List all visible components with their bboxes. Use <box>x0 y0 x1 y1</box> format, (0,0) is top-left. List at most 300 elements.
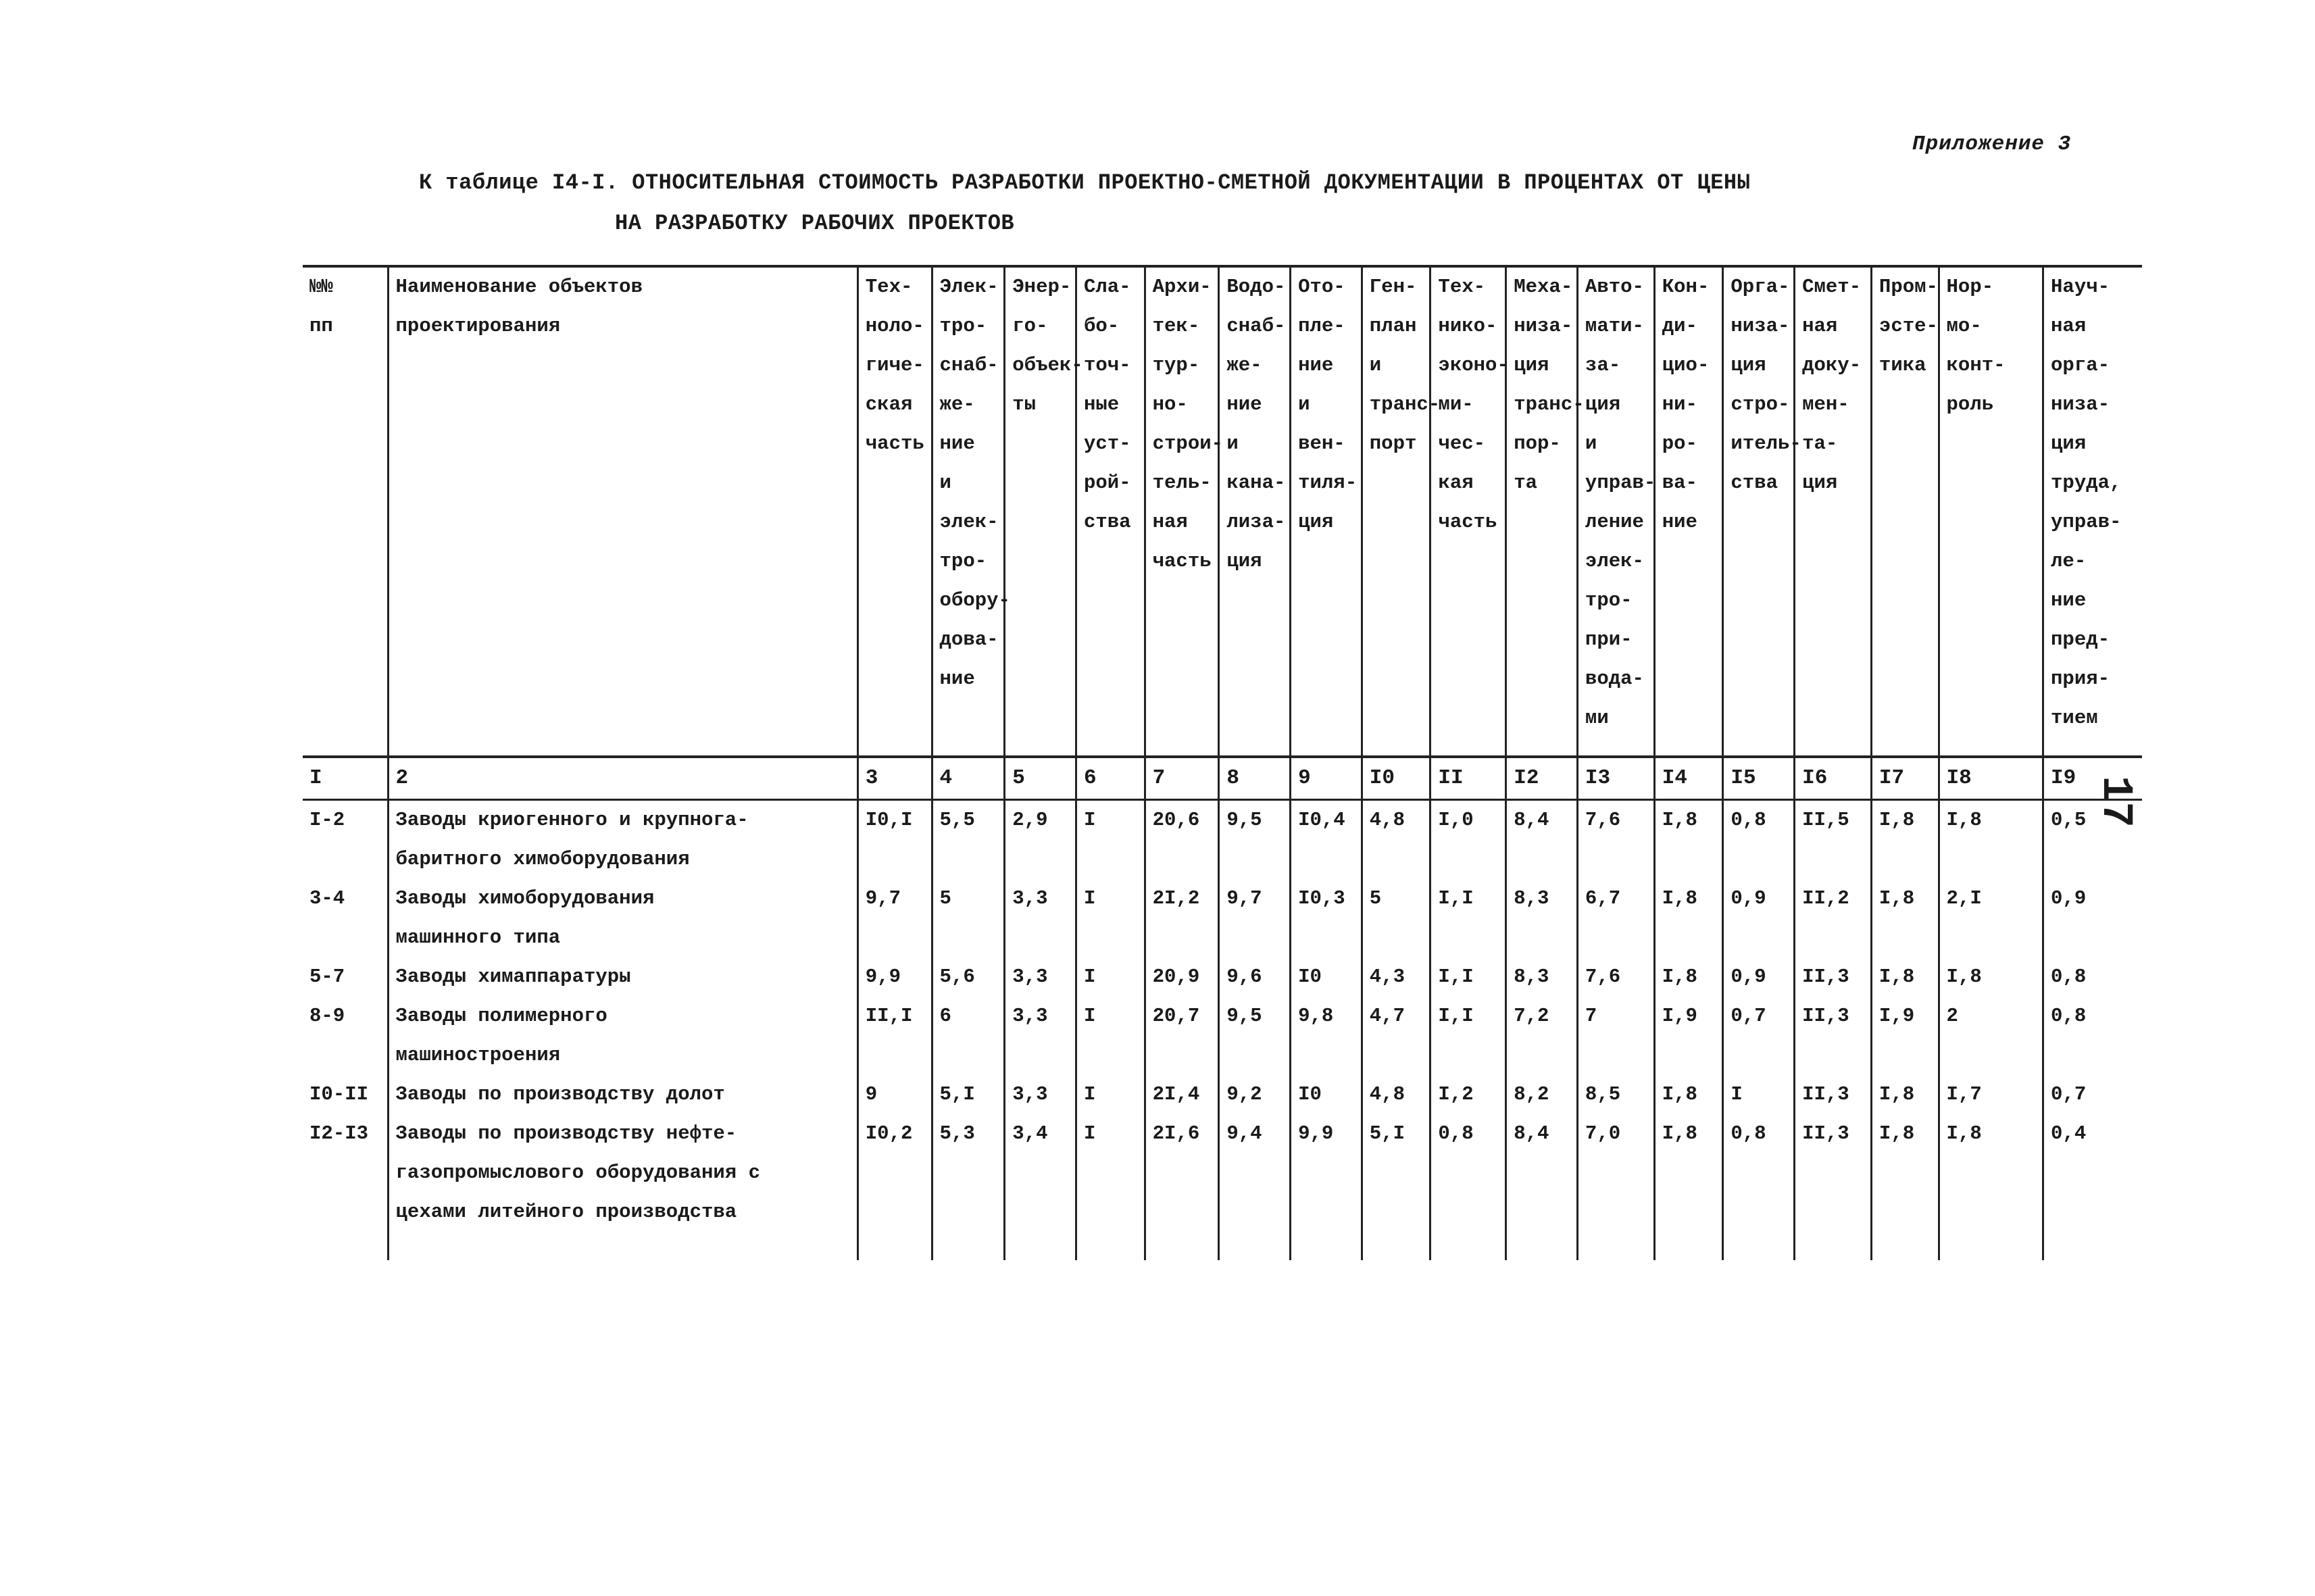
value-cell: I <box>1076 957 1145 997</box>
column-number: I4 <box>1654 757 1723 800</box>
header-text-line: ная <box>2051 315 2087 337</box>
header-text-line: ная <box>1802 315 1838 337</box>
header-text-line: ная <box>1152 511 1188 533</box>
header-text-line: ни- <box>1662 393 1697 416</box>
header-text-line: тика <box>1878 354 1926 376</box>
value-cell: 8,3 <box>1506 957 1578 997</box>
header-text-line: чес- <box>1438 432 1486 455</box>
header-text-line: го- <box>1012 315 1048 337</box>
value-cell: 2I,4 <box>1145 1075 1219 1114</box>
header-text-line: эсте- <box>1878 315 1938 337</box>
header-text-line: Науч- <box>2051 276 2110 298</box>
value-cell: I,8 <box>1654 1114 1723 1260</box>
header-cell-6 <box>1076 266 1145 757</box>
header-text-line: тро- <box>1585 589 1633 612</box>
value-cell: 5,6 <box>932 957 1005 997</box>
page-number: 17 <box>2091 776 2139 828</box>
value-cell: 3,3 <box>1005 997 1076 1075</box>
header-text-line: вода- <box>1585 668 1644 690</box>
object-name-line: Заводы полимерного <box>395 1005 607 1027</box>
column-number: I6 <box>1795 757 1872 800</box>
column-number: 4 <box>932 757 1005 800</box>
value-cell: 0,8 <box>2043 997 2142 1075</box>
header-text-line: гиче- <box>865 354 924 376</box>
header-text-line: эконо- <box>1438 354 1509 376</box>
header-cell-10 <box>1362 266 1441 757</box>
header-text-line: же- <box>939 393 975 416</box>
header-text-line: ция <box>1731 354 1766 376</box>
value-cell: 20,7 <box>1145 997 1219 1075</box>
value-cell: 8,3 <box>1506 879 1578 957</box>
header-cell-11 <box>1430 266 1509 757</box>
value-cell: 8,4 <box>1506 800 1578 880</box>
header-cell-8 <box>1219 266 1291 757</box>
table-row <box>303 1075 2142 1114</box>
header-text-line: лиза- <box>1226 511 1286 533</box>
header-text-line: за- <box>1585 354 1621 376</box>
header-text-line: и <box>1226 432 1239 455</box>
value-cell: 20,6 <box>1145 800 1219 880</box>
header-text-line: Орга- <box>1731 276 1790 298</box>
value-cell: 8,2 <box>1506 1075 1578 1114</box>
header-text-line: ва- <box>1662 472 1697 494</box>
value-cell: II,3 <box>1795 1075 1872 1114</box>
header-text-line: та <box>1514 472 1538 494</box>
header-text-line: ле- <box>2051 550 2087 572</box>
object-name-line: машинного типа <box>395 926 561 949</box>
header-text-line: и <box>1298 393 1310 416</box>
value-cell: 0,9 <box>1723 957 1795 997</box>
column-number: I9 <box>2043 757 2142 800</box>
header-text-line: Водо- <box>1226 276 1286 298</box>
value-cell: 5,5 <box>932 800 1005 880</box>
value-cell: 9,5 <box>1219 997 1291 1075</box>
value-cell: 6,7 <box>1577 879 1654 957</box>
header-text-line: цио- <box>1662 354 1710 376</box>
header-cell-12 <box>1506 266 1585 757</box>
header-text-line: тель- <box>1152 472 1212 494</box>
header-cell-1 <box>303 266 388 757</box>
header-text-line: Авто- <box>1585 276 1644 298</box>
value-cell: 3,4 <box>1005 1114 1076 1260</box>
value-cell: I,I <box>1430 879 1506 957</box>
value-cell: II,3 <box>1795 957 1872 997</box>
row-number: 3-4 <box>309 887 345 909</box>
value-cell: 5,I <box>932 1075 1005 1114</box>
header-cell-7 <box>1145 266 1224 757</box>
value-cell: 9,4 <box>1219 1114 1291 1260</box>
value-cell: I,9 <box>1654 997 1723 1075</box>
header-text-line: мати- <box>1585 315 1644 337</box>
row-number: I0-II <box>309 1083 369 1105</box>
header-text-line: часть <box>1152 550 1212 572</box>
header-text-line: тием <box>2051 707 2098 729</box>
column-number: I0 <box>1362 757 1430 800</box>
column-number: 2 <box>388 757 857 800</box>
object-name-line: Заводы криогенного и крупнога- <box>395 809 749 831</box>
row-number: I-2 <box>309 809 345 831</box>
header-cell-4 <box>932 266 1010 757</box>
header-text-line: но- <box>1152 393 1188 416</box>
value-cell: 9,5 <box>1219 800 1291 880</box>
value-cell: I0,3 <box>1291 879 1362 957</box>
column-number: 3 <box>857 757 932 800</box>
header-cell-5 <box>1005 266 1083 757</box>
header-cell-2 <box>388 266 857 757</box>
header-text-line: прия- <box>2051 668 2110 690</box>
header-text-line: часть <box>865 432 924 455</box>
column-number: I8 <box>1939 757 2043 800</box>
header-text-line: Ото- <box>1298 276 1345 298</box>
table-title-line1: К таблице I4-I. ОТНОСИТЕЛЬНАЯ СТОИМОСТЬ РАЗРАБОТКИ ПРОЕКТНО-СМЕТНОЙ ДОКУМЕНТАЦИИ В ПРОЦЕНТАХ ОТ ЦЕНЫ <box>419 170 1751 195</box>
value-cell: 5,3 <box>932 1114 1005 1260</box>
header-text-line: ные <box>1083 393 1120 416</box>
value-cell: 4,8 <box>1362 800 1430 880</box>
value-cell: 0,5 <box>2043 800 2142 880</box>
value-cell: I0,4 <box>1291 800 1362 880</box>
value-cell: 8,5 <box>1577 1075 1654 1114</box>
header-cell-3 <box>857 266 932 757</box>
header-text-line: №№ <box>309 276 333 298</box>
object-name-line: Заводы химаппаратуры <box>395 966 631 988</box>
header-text-line: Нор- <box>1946 276 1994 298</box>
object-name <box>388 800 857 880</box>
value-cell: I,8 <box>1654 957 1723 997</box>
value-cell: 9,6 <box>1219 957 1291 997</box>
value-cell: 0,7 <box>2043 1075 2142 1114</box>
header-text-line: кана- <box>1226 472 1286 494</box>
column-number: 9 <box>1291 757 1362 800</box>
value-cell: 9,9 <box>857 957 932 997</box>
header-row <box>303 266 2142 757</box>
value-cell: 8,4 <box>1506 1114 1578 1260</box>
header-text-line: труда, <box>2051 472 2122 494</box>
column-number: I5 <box>1723 757 1795 800</box>
value-cell: I <box>1076 800 1145 880</box>
header-text-line: и <box>1369 354 1382 376</box>
header-text-line: при- <box>1585 628 1633 651</box>
value-cell: I0 <box>1291 957 1362 997</box>
column-number: I <box>309 766 322 790</box>
value-cell: 9,7 <box>1219 879 1291 957</box>
value-cell: 9 <box>857 1075 932 1114</box>
value-cell: 0,7 <box>1723 997 1795 1075</box>
value-cell: 9,8 <box>1291 997 1362 1075</box>
row-number: I2-I3 <box>309 1122 369 1145</box>
header-text-line: ноло- <box>865 315 924 337</box>
header-text-line: порт <box>1369 432 1417 455</box>
value-cell: I,8 <box>1871 1114 1939 1260</box>
object-name-line: газопромыслового оборудования с <box>395 1162 761 1184</box>
header-cell-16 <box>1795 266 1872 757</box>
value-cell: I,9 <box>1871 997 1939 1075</box>
object-name <box>388 1075 857 1114</box>
header-cell-15 <box>1723 266 1801 757</box>
value-cell: 2I,2 <box>1145 879 1219 957</box>
header-text-line: ние <box>1298 354 1334 376</box>
header-text-line: ция <box>1802 472 1838 494</box>
value-cell: I <box>1076 879 1145 957</box>
header-text-line: мо- <box>1946 315 1982 337</box>
value-cell: 0,8 <box>1723 1114 1795 1260</box>
value-cell: I,I <box>1430 997 1506 1075</box>
header-text-line: ми- <box>1438 393 1474 416</box>
value-cell: 0,8 <box>2043 957 2142 997</box>
header-text-line: часть <box>1438 511 1497 533</box>
header-text-line: итель- <box>1731 432 1801 455</box>
value-cell: I,I <box>1430 957 1506 997</box>
value-cell: I,8 <box>1939 957 2043 997</box>
value-cell: 0,8 <box>1430 1114 1506 1260</box>
header-text-line: снаб- <box>939 354 999 376</box>
header-text-line: элек- <box>939 511 999 533</box>
table-row <box>303 957 2142 997</box>
header-text-line: вен- <box>1298 432 1345 455</box>
header-text-line: Пром- <box>1878 276 1938 298</box>
value-cell: II,3 <box>1795 997 1872 1075</box>
value-cell: I,8 <box>1871 957 1939 997</box>
header-text-line: доку- <box>1802 354 1862 376</box>
appendix-label: Приложение 3 <box>1912 132 2072 156</box>
header-text-line: ция <box>2051 432 2087 455</box>
header-text-line: ние <box>1226 393 1262 416</box>
value-cell: I,8 <box>1654 879 1723 957</box>
header-text-line: рой- <box>1083 472 1131 494</box>
header-text-line: низа- <box>1514 315 1573 337</box>
header-text-line: тур- <box>1152 354 1200 376</box>
header-text-line: ние <box>1662 511 1697 533</box>
object-name-line: Заводы по производству долот <box>395 1083 725 1105</box>
table-body <box>303 800 2142 1261</box>
header-text-line: Энер- <box>1012 276 1072 298</box>
column-number: 5 <box>1005 757 1076 800</box>
value-cell: 7,6 <box>1577 957 1654 997</box>
header-text-line: низа- <box>2051 393 2110 416</box>
header-text-line: же- <box>1226 354 1262 376</box>
header-text-line: пред- <box>2051 628 2110 651</box>
value-cell: 0,4 <box>2043 1114 2142 1260</box>
value-cell: 5 <box>1362 879 1430 957</box>
header-text-line: тро- <box>939 315 987 337</box>
value-cell: 5,I <box>1362 1114 1430 1260</box>
header-text-line: роль <box>1946 393 1994 416</box>
header-cell-17 <box>1871 266 1939 757</box>
header-text-line: конт- <box>1946 354 2006 376</box>
header-text-line: Смет- <box>1802 276 1862 298</box>
column-number: 6 <box>1076 757 1145 800</box>
header-text-line: Ген- <box>1369 276 1417 298</box>
header-text-line: объек- <box>1012 354 1083 376</box>
value-cell: I,8 <box>1654 800 1723 880</box>
header-text-line: ди- <box>1662 315 1697 337</box>
value-cell: I <box>1076 1114 1145 1260</box>
value-cell: 2 <box>1939 997 2043 1075</box>
value-cell: 20,9 <box>1145 957 1219 997</box>
header-text-line: строи- <box>1152 432 1224 455</box>
column-number: 8 <box>1219 757 1291 800</box>
value-cell: 7 <box>1577 997 1654 1075</box>
value-cell: 2I,6 <box>1145 1114 1219 1260</box>
header-text-line: транс- <box>1514 393 1585 416</box>
header-cell-13 <box>1577 266 1654 757</box>
value-cell: 9,2 <box>1219 1075 1291 1114</box>
value-cell: I,8 <box>1654 1075 1723 1114</box>
header-text-line: бо- <box>1083 315 1120 337</box>
object-name <box>388 879 857 957</box>
header-text-line: элек- <box>1585 550 1644 572</box>
column-number-row <box>303 757 2142 800</box>
table-row <box>303 997 2142 1075</box>
value-cell: 7,2 <box>1506 997 1578 1075</box>
header-cell-9 <box>1291 266 1362 757</box>
value-cell: I,8 <box>1871 1075 1939 1114</box>
header-text-line: тек- <box>1152 315 1200 337</box>
header-text-line: ние <box>939 668 975 690</box>
value-cell: II,2 <box>1795 879 1872 957</box>
value-cell: I,7 <box>1939 1075 2043 1114</box>
header-text-line: проектирования <box>395 315 561 337</box>
value-cell: II,5 <box>1795 800 1872 880</box>
header-text-line: Меха- <box>1514 276 1573 298</box>
object-name <box>388 1114 857 1260</box>
value-cell: 6 <box>932 997 1005 1075</box>
column-number: II <box>1430 757 1506 800</box>
table-row <box>303 800 2142 880</box>
value-cell: II,I <box>857 997 932 1075</box>
header-text-line: дова- <box>939 628 999 651</box>
header-text-line: ция <box>1226 550 1262 572</box>
header-text-line: ская <box>865 393 913 416</box>
header-text-line: кая <box>1438 472 1474 494</box>
cost-table <box>303 265 2142 1260</box>
value-cell: 9,9 <box>1291 1114 1362 1260</box>
value-cell: I <box>1723 1075 1795 1114</box>
header-text-line: орга- <box>2051 354 2110 376</box>
header-text-line: пле- <box>1298 315 1345 337</box>
header-text-line: пор- <box>1514 432 1561 455</box>
value-cell: 4,8 <box>1362 1075 1430 1114</box>
column-number: I2 <box>1506 757 1578 800</box>
table-header <box>303 266 2142 800</box>
object-name-line: баритного химоборудования <box>395 848 690 870</box>
value-cell: 4,7 <box>1362 997 1430 1075</box>
header-text-line: Элек- <box>939 276 999 298</box>
object-name <box>388 997 857 1075</box>
value-cell: I0,2 <box>857 1114 932 1260</box>
header-text-line: Тех- <box>865 276 913 298</box>
value-cell: 3,3 <box>1005 879 1076 957</box>
table-row <box>303 879 2142 957</box>
table-title-line2: НА РАЗРАБОТКУ РАБОЧИХ ПРОЕКТОВ <box>615 211 1015 236</box>
value-cell: II,3 <box>1795 1114 1872 1260</box>
header-text-line: Наименование объектов <box>395 276 643 298</box>
header-text-line: Тех- <box>1438 276 1486 298</box>
object-name-line: Заводы по производству нефте- <box>395 1122 737 1145</box>
header-text-line: ция <box>1298 511 1334 533</box>
column-number: I7 <box>1871 757 1939 800</box>
column-number: I3 <box>1577 757 1654 800</box>
header-text-line: та- <box>1802 432 1838 455</box>
header-text-line: ние <box>939 432 975 455</box>
value-cell: 2,9 <box>1005 800 1076 880</box>
object-name-line: Заводы химоборудования <box>395 887 655 909</box>
value-cell: I,8 <box>1871 879 1939 957</box>
header-text-line: пп <box>309 315 333 337</box>
object-name <box>388 957 857 997</box>
row-number: 5-7 <box>309 966 345 988</box>
value-cell: I,8 <box>1871 800 1939 880</box>
header-text-line: транс- <box>1369 393 1441 416</box>
header-text-line: тиля- <box>1298 472 1358 494</box>
header-text-line: ция <box>1514 354 1549 376</box>
row-number: 8-9 <box>309 1005 345 1027</box>
header-text-line: точ- <box>1083 354 1131 376</box>
value-cell: 7,0 <box>1577 1114 1654 1260</box>
header-cell-14 <box>1654 266 1723 757</box>
value-cell: I,8 <box>1939 1114 2043 1260</box>
header-text-line: ление <box>1585 511 1644 533</box>
object-name-line: машиностроения <box>395 1044 561 1066</box>
header-text-line: ства <box>1731 472 1778 494</box>
header-text-line: обору- <box>939 589 1010 612</box>
header-text-line: ро- <box>1662 432 1697 455</box>
header-text-line: и <box>939 472 951 494</box>
value-cell: I <box>1076 1075 1145 1114</box>
value-cell: I0,I <box>857 800 932 880</box>
header-text-line: ние <box>2051 589 2087 612</box>
table-row <box>303 1114 2142 1260</box>
value-cell: 0,9 <box>2043 879 2142 957</box>
value-cell: 3,3 <box>1005 957 1076 997</box>
header-text-line: тро- <box>939 550 987 572</box>
value-cell: 3,3 <box>1005 1075 1076 1114</box>
value-cell: 7,6 <box>1577 800 1654 880</box>
header-text-line: ства <box>1083 511 1131 533</box>
header-text-line: низа- <box>1731 315 1790 337</box>
object-name-line: цехами литейного производства <box>395 1201 737 1223</box>
value-cell: 4,3 <box>1362 957 1430 997</box>
header-text-line: управ- <box>2051 511 2122 533</box>
value-cell: I0 <box>1291 1075 1362 1114</box>
value-cell: 0,9 <box>1723 879 1795 957</box>
header-text-line: нико- <box>1438 315 1497 337</box>
value-cell: I,8 <box>1939 800 2043 880</box>
header-text-line: Сла- <box>1083 276 1131 298</box>
value-cell: 5 <box>932 879 1005 957</box>
header-text-line: план <box>1369 315 1417 337</box>
header-text-line: мен- <box>1802 393 1849 416</box>
header-text-line: уст- <box>1083 432 1131 455</box>
value-cell: I <box>1076 997 1145 1075</box>
column-number: 7 <box>1145 757 1219 800</box>
header-text-line: Кон- <box>1662 276 1710 298</box>
header-cell-19 <box>2043 266 2142 757</box>
value-cell: 0,8 <box>1723 800 1795 880</box>
header-text-line: ция <box>1585 393 1621 416</box>
header-text-line: управ- <box>1585 472 1656 494</box>
header-text-line: и <box>1585 432 1597 455</box>
value-cell: 9,7 <box>857 879 932 957</box>
value-cell: 2,I <box>1939 879 2043 957</box>
header-text-line: ми <box>1585 707 1609 729</box>
value-cell: I,2 <box>1430 1075 1506 1114</box>
header-text-line: стро- <box>1731 393 1790 416</box>
header-text-line: ты <box>1012 393 1037 416</box>
value-cell: I,0 <box>1430 800 1506 880</box>
header-text-line: Архи- <box>1152 276 1212 298</box>
header-cell-18 <box>1939 266 2043 757</box>
header-text-line: снаб- <box>1226 315 1286 337</box>
